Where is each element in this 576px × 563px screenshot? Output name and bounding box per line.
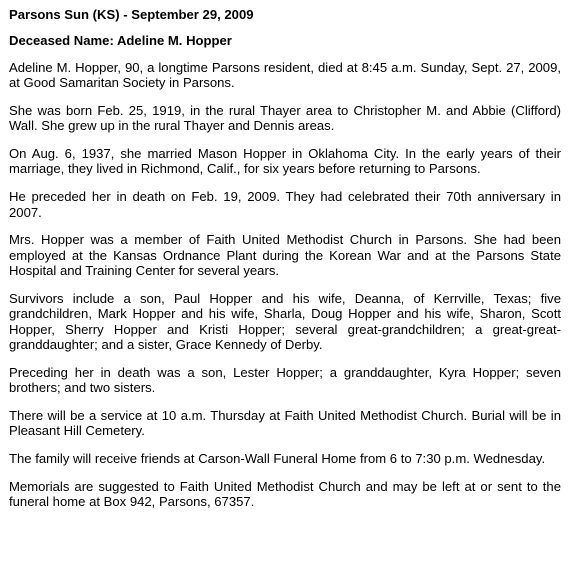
- paragraph-death-notice: Adeline M. Hopper, 90, a longtime Parsons resident, died at 8:45 a.m. Sunday, Sept. 27, 2009, at Good Samaritan Society in Parsons.: [9, 59, 561, 91]
- paragraph-survivors: Survivors include a son, Paul Hopper and his wife, Deanna, of Kerrville, Texas; five grandchildren, Mark Hopper and his wife, Sharla, Doug Hopper and his wife, Sharon, Scott Hopper, Sherry Hopper and Kristi Hopper; several great-grandchildren; a great-great-granddaughter; and a sister, Grace Kennedy of Derby.: [9, 290, 561, 352]
- source-heading: Parsons Sun (KS) - September 29, 2009: [9, 7, 254, 22]
- paragraph-church-employment: Mrs. Hopper was a member of Faith United Methodist Church in Parsons. She had been employed at the Kansas Ordnance Plant during the Korean War and at the Parsons State Hospital and Training Center for several years.: [9, 232, 561, 279]
- deceased-name-heading: Deceased Name: Adeline M. Hopper: [9, 33, 232, 49]
- paragraph-marriage: On Aug. 6, 1937, she married Mason Hopper in Oklahoma City. In the early years of their marriage, they lived in Richmond, Calif., for six years before returning to Parsons.: [9, 146, 561, 177]
- paragraph-memorials: Memorials are suggested to Faith United Methodist Church and may be left at or sent to the funeral home at Box 942, Parsons, 67357.: [9, 478, 561, 510]
- paragraph-visitation: The family will receive friends at Carson-Wall Funeral Home from 6 to 7:30 p.m. Wednesday.: [9, 450, 546, 466]
- paragraph-preceded-in-death: Preceding her in death was a son, Lester Hopper; a granddaughter, Kyra Hopper; seven brothers; and two sisters.: [9, 364, 561, 396]
- paragraph-husband-death: He preceded her in death on Feb. 19, 2009. They had celebrated their 70th anniversary in 2007.: [9, 189, 561, 220]
- obituary-document: [9, 7, 561, 522]
- paragraph-birth: She was born Feb. 25, 1919, in the rural Thayer area to Christopher M. and Abbie (Clifford) Wall. She grew up in the rural Thayer and Dennis areas.: [9, 102, 561, 134]
- paragraph-service: There will be a service at 10 a.m. Thursday at Faith United Methodist Church. Burial will be in Pleasant Hill Cemetery.: [9, 407, 561, 439]
